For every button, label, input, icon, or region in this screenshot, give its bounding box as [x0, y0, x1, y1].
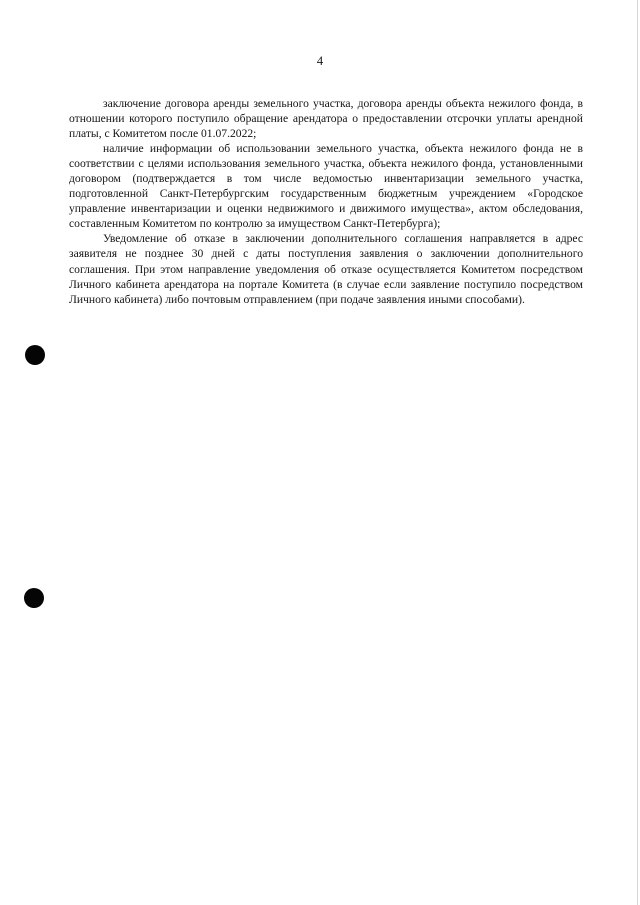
- document-body: [69, 96, 583, 307]
- punch-hole-mark: [24, 588, 44, 608]
- paragraph-refusal-notification: Уведомление об отказе в заключении дополнительного соглашения направляется в адрес заявителя не позднее 30 дней с даты поступления заявления о заключении дополнительного соглашения. При этом направление уведомления об отказе осуществляется Комитетом посредством Личного кабинета арендатора на портале Комитета (в случае если заявление поступило посредством Личного кабинета) либо почтовым отправлением (при подаче заявления иными способами).: [69, 232, 583, 306]
- paragraph-contract-conclusion: заключение договора аренды земельного участка, договора аренды объекта нежилого фонда, в отношении которого поступило обращение арендатора о предоставлении отсрочки уплаты арендной платы, с Комитетом после 01.07.2022;: [69, 97, 583, 141]
- punch-hole-mark: [25, 345, 45, 365]
- page-edge: [637, 0, 638, 905]
- page-number: 4: [316, 54, 324, 68]
- paragraph-usage-information: наличие информации об использовании земельного участка, объекта нежилого фонда не в соответствии с целями использования земельного участка, объекта нежилого фонда, установленными договором (подтверждается в том числе ведомостью инвентаризации земельного участка, подготовленной Санкт-Петербургским государственным бюджетным учреждением «Городское управление инвентаризации и оценки недвижимого и движимого имущества», актом обследования, составленным Комитетом по контролю за имуществом Санкт-Петербурга);: [69, 142, 583, 231]
